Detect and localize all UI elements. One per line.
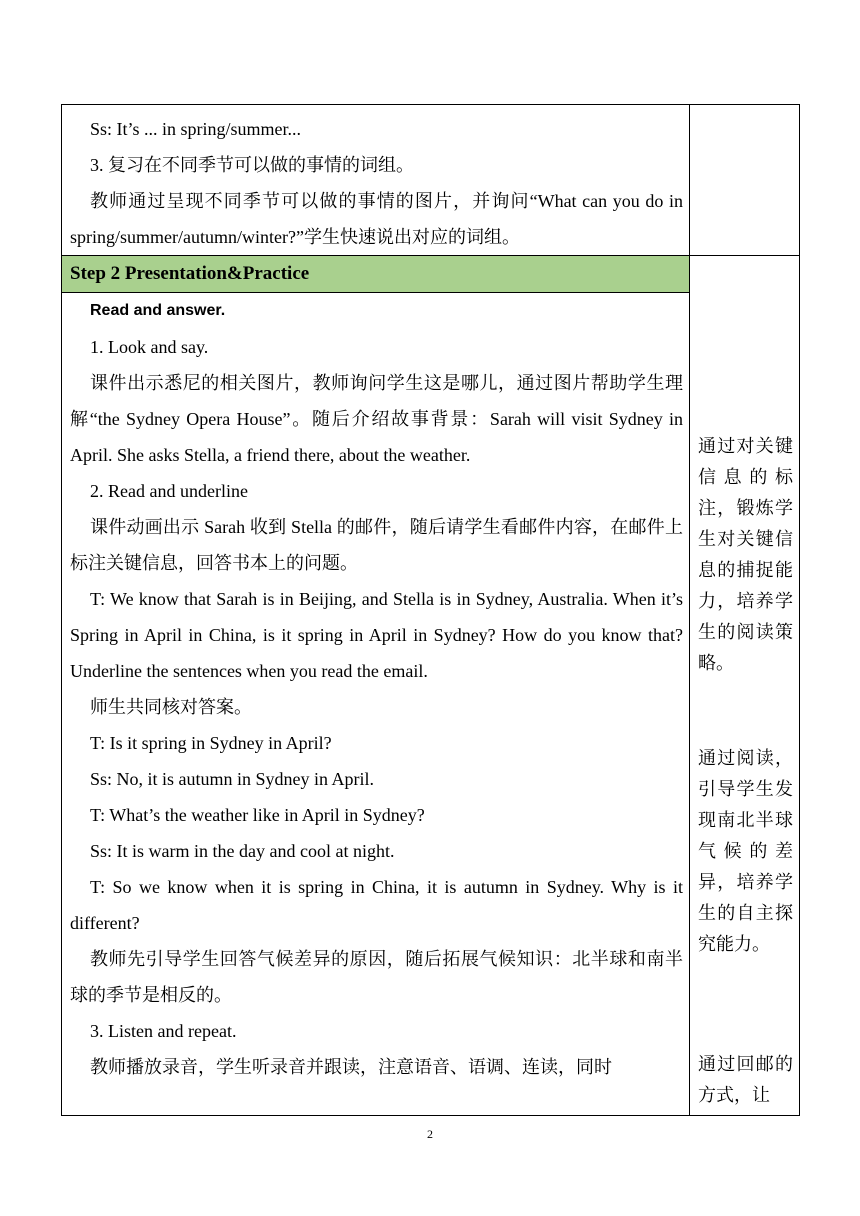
activity-description: 课件出示悉尼的相关图片，教师询问学生这是哪儿，通过图片帮助学生理解“the Sydney Opera House”。随后介绍故事背景：Sarah will visit Sydney in April. She asks Stella, a friend there, about the weather. <box>70 373 683 465</box>
activity-description: 教师播放录音，学生听录音并跟读，注意语音、语调、连读，同时 <box>90 1057 612 1077</box>
activity-description: 教师先引导学生回答气候差异的原因，随后拓展气候知识：北半球和南半球的季节是相反的。 <box>70 949 683 1005</box>
table-row-step2 <box>62 256 800 1116</box>
page-number: 2 <box>427 1127 433 1141</box>
design-intent-cell <box>690 256 800 1116</box>
design-note: 通过对关键信息的标注，锻炼学生对关键信息的捕捉能力，培养学生的阅读策略。 <box>698 436 793 673</box>
activity-step: 3. 复习在不同季节可以做的事情的词组。 <box>90 155 414 175</box>
design-note: 通过阅读，引导学生发现南北半球气候的差异，培养学生的自主探究能力。 <box>698 748 793 954</box>
teacher-line: T: Is it spring in Sydney in April? <box>90 733 332 753</box>
activity-description: 课件动画出示 Sarah 收到 Stella 的邮件，随后请学生看邮件内容，在邮件上标注关键信息，回答书本上的问题。 <box>70 517 683 573</box>
activity-step: 2. Read and underline <box>90 481 248 501</box>
teacher-line: T: We know that Sarah is in Beijing, and Stella is in Sydney, Australia. When it’s Spring in April in China, is it spring in April in Sydney? How do you know that? Underline the sentences when you read the email. <box>70 589 683 681</box>
activity-step: 1. Look and say. <box>90 337 209 357</box>
design-note: 通过回邮的方式，让 <box>698 1054 793 1105</box>
main-content-cell <box>62 256 690 1116</box>
activity-step: 3. Listen and repeat. <box>90 1021 237 1041</box>
teacher-line: T: So we know when it is spring in China, it is autumn in Sydney. Why is it different? <box>70 877 683 933</box>
activity-description: 教师通过呈现不同季节可以做的事情的图片，并询问“What can you do in spring/summer/autumn/winter?”学生快速说出对应的词组。 <box>70 191 683 247</box>
student-line: Ss: It is warm in the day and cool at night. <box>90 841 395 861</box>
step-heading: Step 2 Presentation&Practice <box>62 256 689 293</box>
student-line: Ss: No, it is autumn in Sydney in April. <box>90 769 375 789</box>
main-content-cell <box>62 105 690 256</box>
table-row-step1-continued <box>62 105 800 256</box>
section-subhead: Read and answer. <box>90 302 226 319</box>
activity-description: 师生共同核对答案。 <box>90 697 252 717</box>
teacher-line: T: What’s the weather like in April in Sydney? <box>90 805 425 825</box>
dialog-line: Ss: It’s ... in spring/summer... <box>90 119 302 139</box>
lesson-plan-table <box>61 104 800 1116</box>
design-intent-cell <box>690 105 800 256</box>
